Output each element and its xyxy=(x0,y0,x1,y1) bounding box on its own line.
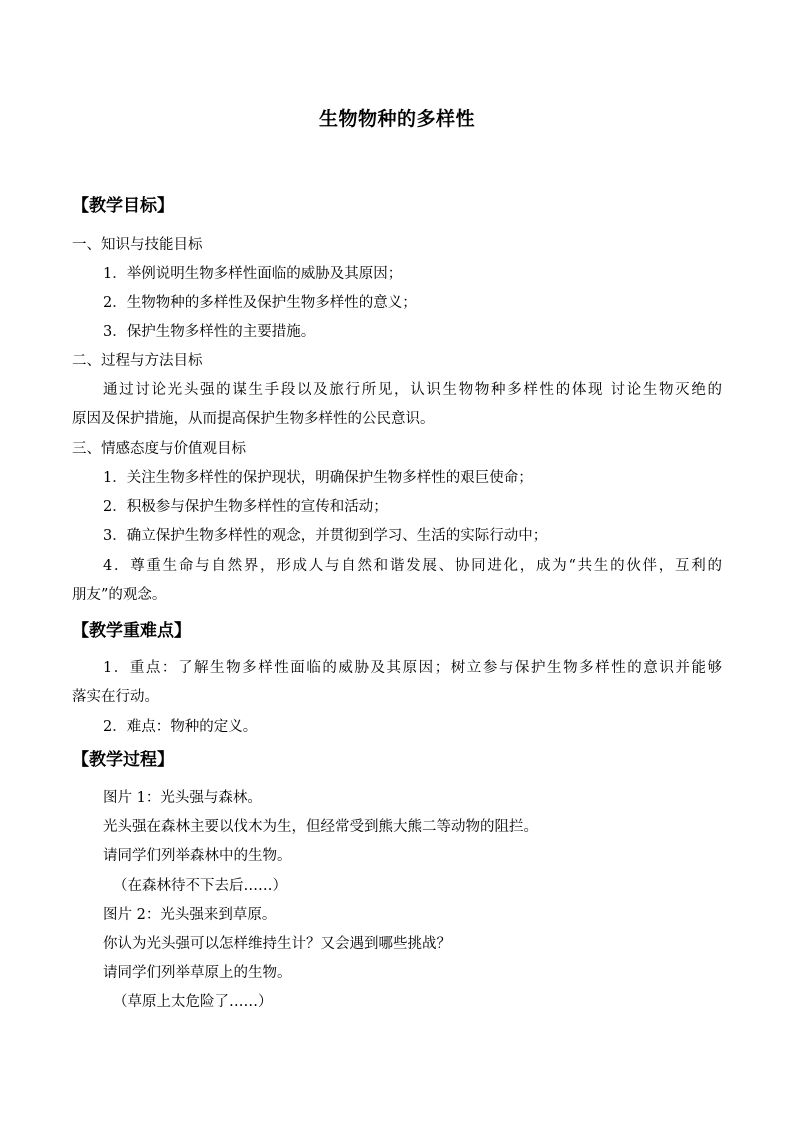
objective-part3-item: 1．关注生物多样性的保护现状，明确保护生物多样性的艰巨使命； xyxy=(103,470,533,486)
objective-part2-title: 二、过程与方法目标 xyxy=(72,353,203,369)
objective-part1-item: 1．举例说明生物多样性面临的威胁及其原因； xyxy=(103,266,403,282)
heading-key-points: 【教学重难点】 xyxy=(72,621,191,641)
key-point-item: 2．难点：物种的定义。 xyxy=(103,719,258,735)
heading-process: 【教学过程】 xyxy=(72,750,174,770)
objective-part3-item: 2．积极参与保护生物多样性的宣传和活动； xyxy=(103,499,388,515)
objective-part3-item: 朋友”的观念。 xyxy=(72,587,167,603)
process-line: 请同学们列举森林中的生物。 xyxy=(103,848,292,864)
objective-part3-item: 3．确立保护生物多样性的观念，并贯彻到学习、生活的实际行动中； xyxy=(103,528,548,544)
objective-part1-title: 一、知识与技能目标 xyxy=(72,237,203,253)
process-line: 请同学们列举草原上的生物。 xyxy=(103,965,292,981)
objective-part2-text: 通过讨论光头强的谋生手段以及旅行所见，认识生物物种多样性的体现 讨论生物灭绝的 xyxy=(103,382,722,398)
objective-part1-item: 2．生物物种的多样性及保护生物多样性的意义； xyxy=(103,295,417,311)
process-line: 图片 1：光头强与森林。 xyxy=(103,790,262,806)
process-line: （在森林待不下去后……） xyxy=(113,878,287,894)
objective-part3-title: 三、情感态度与价值观目标 xyxy=(72,441,246,457)
process-line: 图片 2：光头强来到草原。 xyxy=(103,907,277,923)
objective-part3-item: 4．尊重生命与自然界，形成人与自然和谐发展、协同进化，成为“共生的伙伴，互利的 xyxy=(103,558,722,574)
key-point-item: 1．重点：了解生物多样性面临的威胁及其原因；树立参与保护生物多样性的意识并能够 xyxy=(103,660,722,676)
page-title: 生物物种的多样性 xyxy=(318,108,475,130)
heading-objectives: 【教学目标】 xyxy=(72,196,174,216)
objective-part2-text: 原因及保护措施，从而提高保护生物多样性的公民意识。 xyxy=(72,411,435,427)
process-line: （草原上太危险了……） xyxy=(113,994,273,1010)
key-point-item: 落实在行动。 xyxy=(72,689,159,705)
process-line: 光头强在森林主要以伐木为生，但经常受到熊大熊二等动物的阻拦。 xyxy=(103,819,538,835)
objective-part1-item: 3．保护生物多样性的主要措施。 xyxy=(103,324,316,340)
process-line: 你认为光头强可以怎样维持生计？又会遇到哪些挑战？ xyxy=(103,936,451,952)
